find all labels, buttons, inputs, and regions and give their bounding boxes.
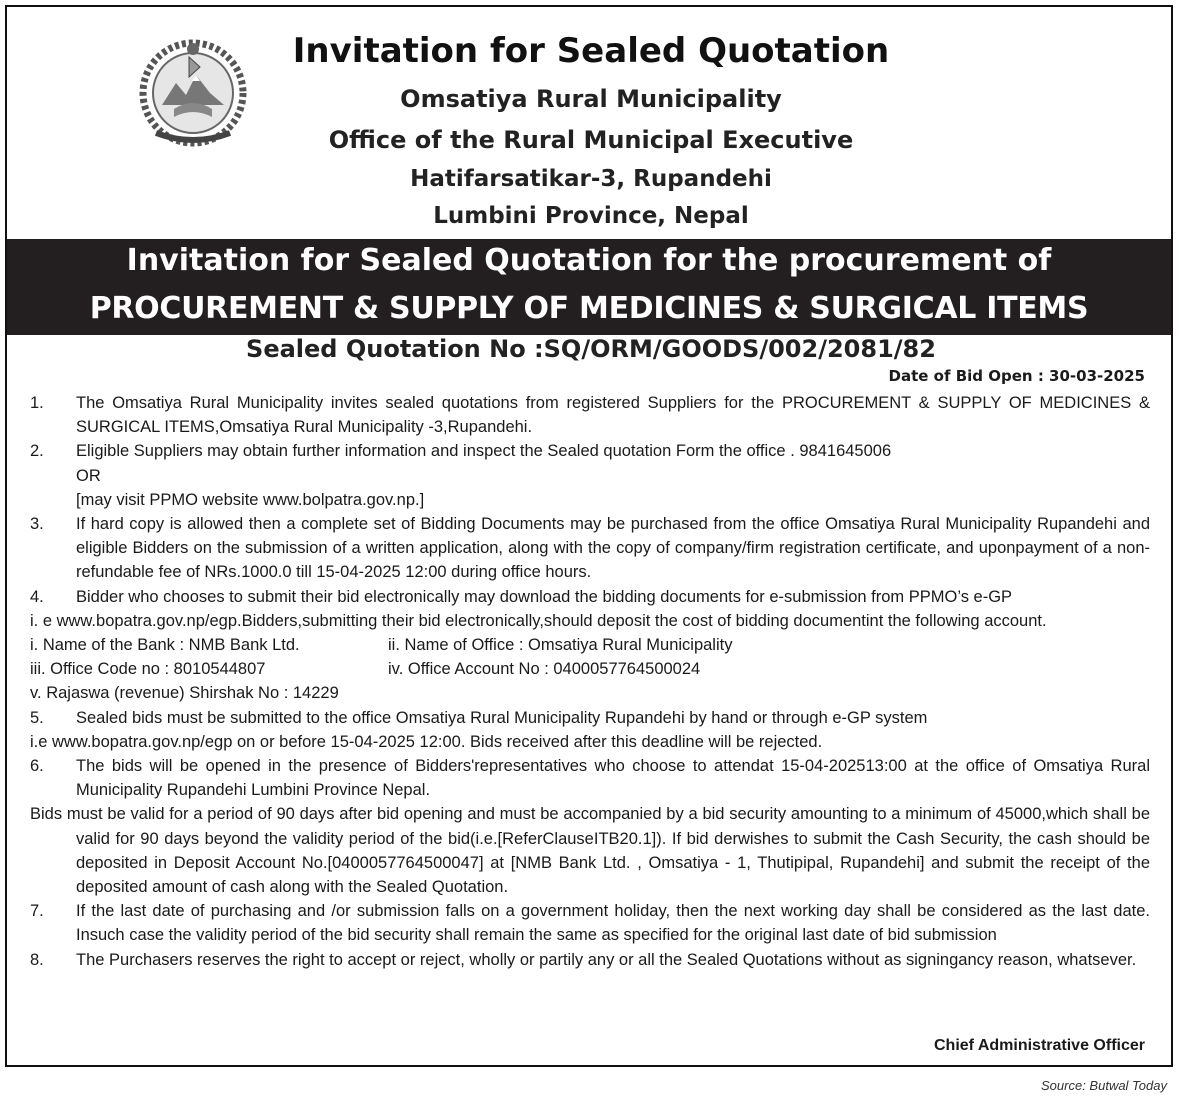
- office-name-detail: ii. Name of Office : Omsatiya Rural Municipality: [388, 636, 733, 655]
- list-item: [30, 706, 1150, 730]
- province-country: Lumbini Province, Nepal: [433, 203, 749, 229]
- bank-details-row: [30, 657, 1150, 681]
- source-credit: Source: Butwal Today: [1041, 1078, 1167, 1093]
- list-item: [30, 754, 1150, 802]
- bank-details-row: [30, 633, 1150, 657]
- list-item: [30, 391, 1150, 439]
- notice-body: [30, 391, 1150, 972]
- list-item: [30, 512, 1150, 585]
- notice-title: Invitation for Sealed Quotation: [292, 31, 890, 71]
- procurement-banner: [7, 239, 1171, 335]
- item-number: 8.: [30, 950, 44, 969]
- quotation-number: Sealed Quotation No :SQ/ORM/GOODS/002/2081/82: [246, 335, 936, 363]
- bank-name: i. Name of the Bank : NMB Bank Ltd.: [30, 636, 300, 655]
- list-item: [30, 585, 1150, 609]
- item-text: If the last date of purchasing and /or submission falls on a government holiday, then the next working day shall be considered as the last date. Insuch case the validity period of the bid security shall remain the same as specified for the original last date of bid submission: [76, 902, 1150, 945]
- list-item: [30, 899, 1150, 947]
- item-number: 1.: [30, 394, 44, 412]
- item-number: 3.: [30, 515, 44, 534]
- item-continuation: i. e www.bopatra.gov.np/egp.Bidders,submitting their bid electronically,should deposit the cost of bidding documentint the following account.: [30, 611, 1047, 630]
- item-text: The Omsatiya Rural Municipality invites sealed quotations from registered Suppliers for the PROCUREMENT & SUPPLY OF MEDICINES & SURGICAL ITEMS,Omsatiya Rural Municipality -3,Rupandehi.: [76, 394, 1150, 437]
- item-text: The Purchasers reserves the right to accept or reject, wholly or partily any or all the Sealed Quotations without as signingancy reason, whatsever.: [76, 950, 1137, 969]
- ppmo-website-note: [may visit PPMO website www.bolpatra.gov.np.]: [76, 490, 425, 509]
- item-number: 5.: [30, 708, 44, 727]
- banner-line-1: Invitation for Sealed Quotation for the procurement of: [126, 243, 1052, 278]
- banner-line-2: PROCUREMENT & SUPPLY OF MEDICINES & SURGICAL ITEMS: [89, 291, 1089, 326]
- item-text: Bidder who chooses to submit their bid electronically may download the bidding documents for e-submission from PPMO’s e-GP: [76, 587, 1013, 606]
- municipality-name: Omsatiya Rural Municipality: [400, 85, 782, 113]
- rajaswa-shirshak: v. Rajaswa (revenue) Shirshak No : 14229: [30, 684, 339, 703]
- bid-open-date: Date of Bid Open : 30-03-2025: [888, 367, 1145, 385]
- notice-frame: [5, 5, 1173, 1067]
- item-text: Eligible Suppliers may obtain further information and inspect the Sealed quotation Form the office . 9841645006: [76, 442, 892, 461]
- or-label: OR: [76, 466, 101, 485]
- list-item: [30, 948, 1150, 972]
- bid-validity-paragraph: Bids must be valid for a period of 90 days after bid opening and must be accompanied by a bid security amounting to a minimum of 45000,which shall be valid for 90 days beyond the validity period of the bid(i.e.[ReferClauseITB20.1]). If bid derwishes to submit the Cash Security, the cash should be deposited in Deposit Account No.[0400057764500047] at [NMB Bank Ltd. , Omsatiya - 1, Thutipipal, Rupandehi] and submit the receipt of the deposited amount of cash along with the Sealed Quotation.: [30, 805, 1150, 897]
- office-address: Hatifarsatikar-3, Rupandehi: [410, 166, 772, 192]
- item-continuation: i.e www.bopatra.gov.np/egp on or before 15-04-2025 12:00. Bids received after this deadline will be rejected.: [30, 732, 823, 751]
- item-text: If hard copy is allowed then a complete set of Bidding Documents may be purchased from the office Omsatiya Rural Municipality Rupandehi and eligible Bidders on the submission of a written application, along with the copy of company/firm registration certificate, and uponpayment of a non-refundable fee of NRs.1000.0 till 15-04-2025 12:00 during office hours.: [76, 515, 1150, 582]
- list-item: [30, 439, 1150, 463]
- office-code: iii. Office Code no : 8010544807: [30, 660, 266, 679]
- item-number: 4.: [30, 587, 44, 606]
- item-text: Sealed bids must be submitted to the office Omsatiya Rural Municipality Rupandehi by hand or through e-GP system: [76, 708, 928, 727]
- office-name: Office of the Rural Municipal Executive: [328, 126, 854, 154]
- signature-title: Chief Administrative Officer: [933, 1037, 1145, 1054]
- office-account-no: iv. Office Account No : 0400057764500024: [388, 660, 701, 679]
- item-number: 6.: [30, 757, 44, 776]
- item-number: 2.: [30, 442, 44, 461]
- item-text: The bids will be opened in the presence of Bidders'representatives who choose to attendat 15-04-202513:00 at the office of Omsatiya Rural Municipality Rupandehi Lumbini Province Nepal.: [76, 757, 1150, 800]
- item-number: 7.: [30, 902, 44, 921]
